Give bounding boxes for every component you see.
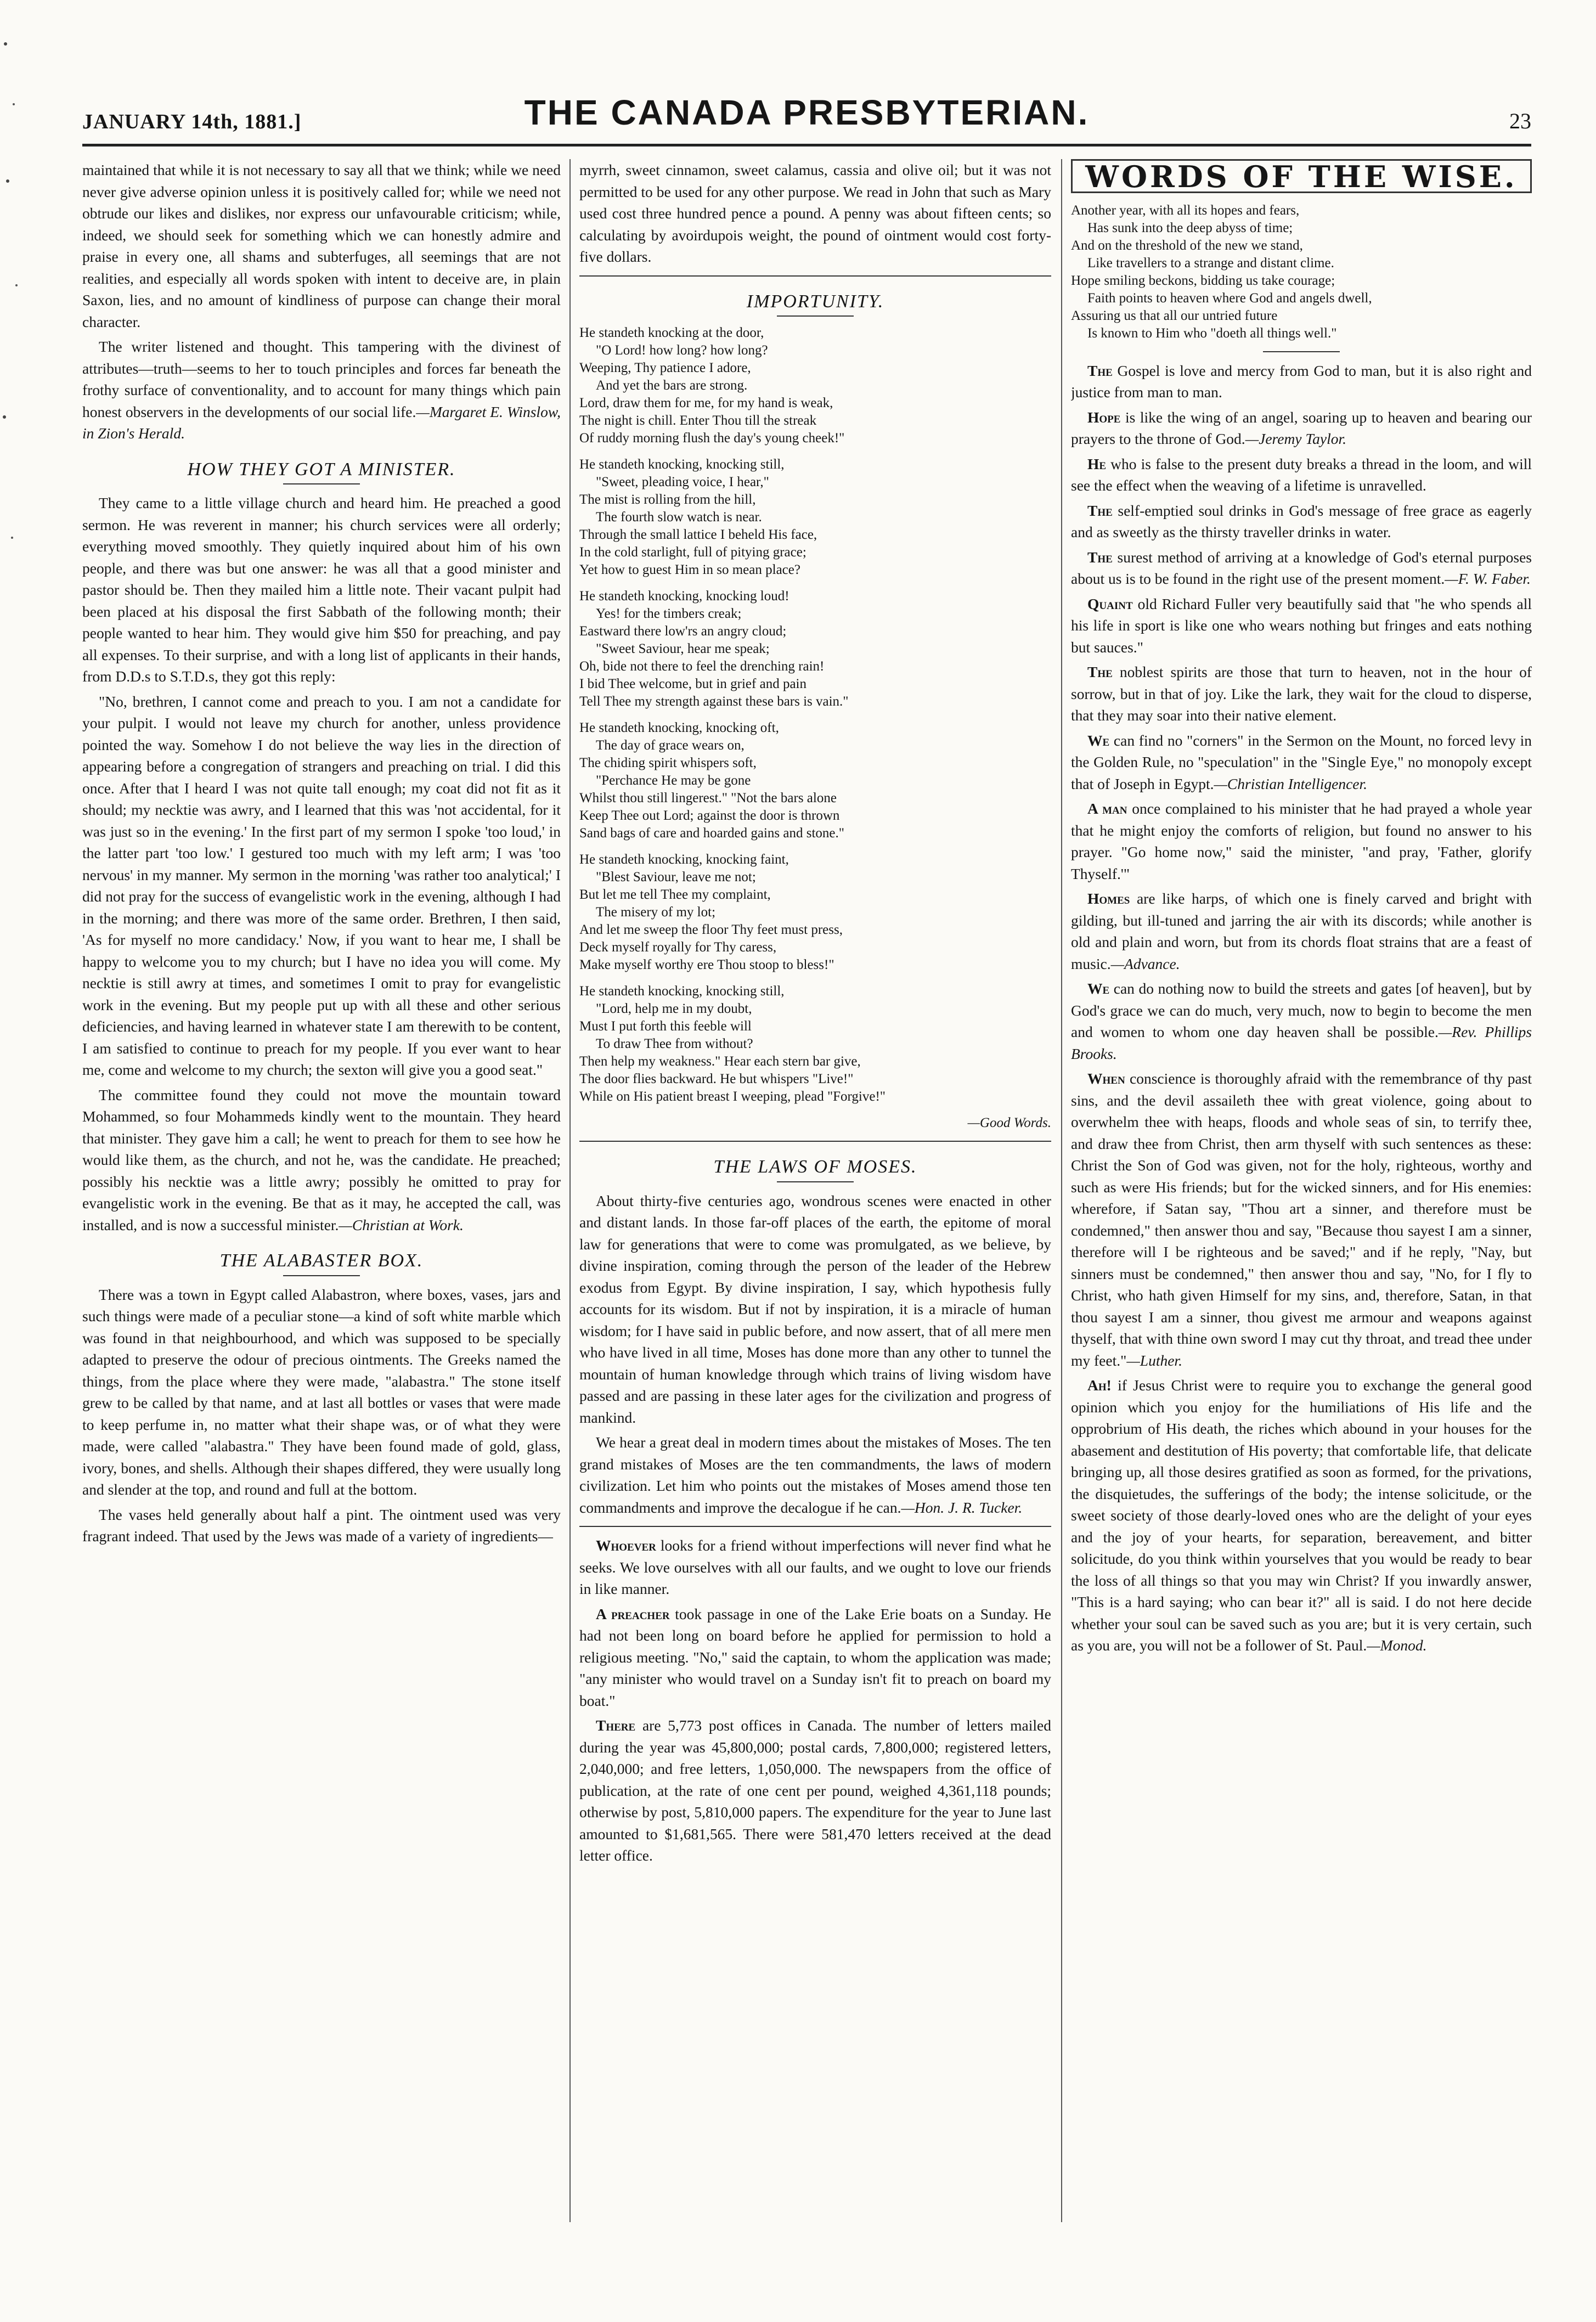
article-paragraph: There was a town in Egypt called Alabastron, where boxes, vases, jars and such things were made of a peculiar stone—a kind of soft white marble which was found in that neighbourhood, and which was supposed to be specially adapted to preserve the odour of precious ointments. The Greeks named the things, from the place where they were made, "alabastra." The stone itself grew to be called by that name, and at last all bottles or vases that were made to keep perfume in, no matter what their shape was, or of what they were made, were called "alabastra." They have been found made of gold, glass, ivory, bones, and shells. Although their shapes differed, they were usually long and slender at the top, and round and full at the bottom.: [82, 1286, 561, 1498]
poem-heading: IMPORTUNITY.: [746, 291, 884, 312]
item-text: once complained to his minister that he had prayed a whole year that he might enjoy the comforts of religion, but found no answer to his prayer. "Go home now," said the minister, "and pray, 'Father, glorify Thyself.'": [1071, 800, 1532, 882]
item-text: conscience is thoroughly afraid with the remembrance of thy past sins, and the devil assaileth thee with great violence, going about to overwhelm thee with heaps, floods and whole seas of sin, to terrify thee, and draw thee from Christ, then arm thyself with such sentences as these: Christ the Son of God was given, not for the holy, righteous, worthy and such as were His friends; but for the wicked sinners, and for His enemies: wherefore, if Satan say, "Thou art a sinner, and therefore must be condemned," then answer thou and say, "Because thou sayest I am a sinner, therefore will I be righteous and be saved;" and if he reply, "Nay, but sinners must be condemned," then answer thou and say, "No, for I fly to Christ, who hath given Himself for my sins, and, therefore, Satan, in that thou sayest I am a sinner, thou givest me armour and weapons against thyself, that with thine own sword I may cut thy throat, and tread thee under my feet.": [1071, 1070, 1532, 1369]
poem-line: Has sunk into the deep abyss of time;: [1087, 220, 1293, 235]
poem-line: Eastward there low'rs an angry cloud;: [579, 624, 787, 639]
lead-word: The: [1087, 501, 1113, 519]
column-divider: [1061, 159, 1062, 2222]
page-number: 23: [1509, 109, 1531, 133]
poem-line: To draw Thee from without?: [596, 1036, 753, 1051]
article-heading-alabaster: THE ALABASTER BOX.: [219, 1250, 424, 1271]
poem-stanza: [579, 588, 1051, 711]
poem-stanza: [579, 719, 1051, 842]
section-rule: [1263, 351, 1340, 352]
binding-edge-marks: [0, 0, 33, 604]
news-item: [1071, 360, 1532, 403]
item-text: self-emptied soul drinks in God's message of free grace as eagerly and as sweetly as the thirsty traveller drinks in water.: [1071, 501, 1532, 540]
saying-source: —F. W. Faber.: [1445, 570, 1531, 587]
news-item: [1071, 730, 1532, 795]
section-title-words-of-the-wise: WORDS OF THE WISE.: [1085, 159, 1518, 194]
poem-line: The door flies backward. He but whispers "Live!": [579, 1072, 854, 1086]
lead-word: A preacher: [596, 1605, 670, 1622]
item-text: can do nothing now to build the streets and gates [of heaven], but by God's grace we can do much, very much, now to begin to become the men and women to whom one day heaven shall be possible.: [1071, 980, 1532, 1040]
poem-line: He standeth knocking, knocking loud!: [579, 589, 789, 604]
poem-line: He standeth knocking, knocking still,: [579, 457, 785, 472]
news-item: [1071, 407, 1532, 450]
lead-word: We: [1087, 980, 1110, 997]
saying-source: —Monod.: [1367, 1637, 1427, 1654]
lead-word: The: [1087, 663, 1113, 680]
news-item: [1071, 546, 1532, 590]
poem-line: Hope smiling beckons, bidding us take courage;: [1071, 273, 1335, 288]
article-source: —Margaret E. Winslow, in Zion's Herald.: [82, 403, 561, 442]
poem-line: He standeth knocking, knocking oft,: [579, 720, 779, 735]
news-item: [1071, 978, 1532, 1064]
heading-rule: [283, 483, 360, 484]
poem-line: And on the threshold of the new we stand,: [1071, 238, 1303, 253]
poem-line: Is known to Him who "doeth all things well.": [1087, 325, 1337, 341]
poem-line: "Lord, help me in my doubt,: [596, 1001, 752, 1016]
article-paragraph: maintained that while it is not necessary to say all that we think; while we need never give adverse opinion unless it is positively called for; while we need not obtrude our likes and dislikes, nor express our unfavourable criticism; while, indeed, we should seek for something which we can honestly admire and praise in every one, all shams and subterfuges, all seemings that are not realities, and especially all words spoken with intent to deceive are, in plain Saxon, lies, and no amount of kindliness of purpose can change their moral character.: [82, 161, 561, 330]
poem-line: Another year, with all its hopes and fears,: [1071, 202, 1300, 218]
item-text: is like the wing of an angel, soaring up to heaven and bearing our prayers to the throne of God.: [1071, 408, 1532, 447]
saying-source: —Advance.: [1110, 955, 1180, 972]
new-year-poem: [1071, 202, 1532, 342]
poem-line: The fourth slow watch is near.: [596, 510, 762, 525]
lead-word: Ah!: [1087, 1377, 1112, 1394]
poem-line: Keep Thee out Lord; against the door is thrown: [579, 808, 840, 823]
column-1: [82, 159, 561, 2233]
news-item: [1071, 453, 1532, 497]
article-heading-moses: THE LAWS OF MOSES.: [713, 1157, 917, 1177]
poem-line: The night is chill. Enter Thou till the streak: [579, 413, 817, 428]
item-text: if Jesus Christ were to require you to exchange the general good opinion which you enjoy for the humiliations of His life and the opprobrium of His death, the riches which abound in your houses for the abasement and destitution of His poverty; that comfortable life, that delicate bringing up, all those desires gratified as soon as formed, for the privations, the disquietudes, the sufferings of the body; the intense solicitude, or the sweet society of those dearly-loved ones who are the delight of your eyes and the joy of your hearts, for separation, bereavement, and bitter solicitude, do you think within yourselves that you would be ready to bear the loss of all things so that you may win Christ? If you inwardly answer, "This is a hard saying; who can bear it?" all is said. I do not here decide whether your soul can be saved such as you are; but it is very certain, such as you are, you will not be a follower of St. Paul.: [1071, 1377, 1532, 1654]
poem-line: He standeth knocking, knocking faint,: [579, 852, 789, 867]
item-text: looks for a friend without imperfections will never find what he seeks. We love ourselves with all our faults, and we ought to love our friends in like manner.: [579, 1537, 1051, 1597]
heading-rule: [777, 1181, 854, 1182]
lead-word: He: [1087, 455, 1107, 472]
poem-line: Sand bags of care and hoarded gains and stone.": [579, 826, 844, 841]
poem-line: Then help my weakness." Hear each stern bar give,: [579, 1054, 861, 1069]
lead-word: There: [596, 1717, 636, 1734]
poem-line: I bid Thee welcome, but in grief and pain: [579, 677, 807, 691]
lead-word: Homes: [1087, 890, 1130, 907]
poem-line: "O Lord! how long? how long?: [596, 343, 768, 358]
item-text: noblest spirits are those that turn to heaven, not in the hour of sorrow, but in that of joy. Like the lark, they wait for the cloud to disperse, that they may soar into their native element.: [1071, 663, 1532, 724]
poem-line: The misery of my lot;: [596, 905, 716, 920]
poem-stanza: [579, 851, 1051, 974]
news-item: [579, 1715, 1051, 1867]
poem-line: And yet the bars are strong.: [596, 378, 748, 393]
item-text: old Richard Fuller very beautifully said that "he who spends all his life in sport is like one who wears nothing but fringes and eats nothing but sauces.": [1071, 595, 1532, 656]
poem-line: Like travellers to a strange and distant clime.: [1087, 255, 1334, 270]
news-item: [579, 1603, 1051, 1712]
poem-line: The day of grace wears on,: [596, 738, 745, 753]
item-text: are like harps, of which one is finely carved and bright with gilding, but ill-tuned and jarring the air with its discords; while another is old and plain and worn, but from its chords float strains that are a feast of music.: [1071, 890, 1532, 972]
news-item: [1071, 500, 1532, 543]
section-rule: [579, 275, 1051, 277]
article-heading-minister: HOW THEY GOT A MINISTER.: [187, 459, 456, 480]
poem-stanza: [579, 324, 1051, 447]
column-divider: [569, 159, 571, 2222]
poem-line: He standeth knocking at the door,: [579, 325, 764, 340]
poem-line: The chiding spirit whispers soft,: [579, 756, 757, 770]
poem-stanza: [579, 983, 1051, 1106]
poem-line: "Blest Saviour, leave me not;: [596, 870, 756, 884]
saying-source: —Rev. Phillips Brooks.: [1071, 1023, 1532, 1062]
item-text: can find no "corners" in the Sermon on the Mount, no forced levy in the Golden Rule, no "speculation" in the "Single Eye," no monopoly except that of Joseph in Egypt.: [1071, 731, 1532, 792]
article-source: —Christian at Work.: [339, 1216, 464, 1233]
article-paragraph: The committee found they could not move the mountain toward Mohammed, so four Mohammeds kindly went to the mountain. They heard that minister. They gave him a call; he went to preach for them to see how he would like them, as the church, and not he, was the candidate. He preached; possibly his necktie was a little awry; possibly he omitted to pray for evangelistic work in the evening. Be that as it may, he accepted the call, was installed, and is now a successful minister.—Christian at Work.: [82, 1086, 561, 1233]
lead-word: The: [1087, 548, 1113, 566]
poem-credit: —Good Words.: [967, 1115, 1051, 1130]
issue-date: JANUARY 14th, 1881.]: [82, 110, 302, 133]
heading-rule: [777, 315, 854, 317]
article-paragraph: The vases held generally about half a pint. The ointment used was very fragrant indeed. That used by the Jews was made of a variety of ingredients—: [82, 1506, 561, 1545]
column-2: [579, 159, 1051, 2233]
poem-line: "Perchance He may be gone: [596, 773, 751, 788]
poem-line: Yes! for the timbers creak;: [596, 606, 742, 621]
news-item: [1071, 1374, 1532, 1656]
poem-line: Of ruddy morning flush the day's young cheek!": [579, 431, 845, 446]
lead-word: Whoever: [596, 1537, 656, 1554]
saying-source: —Christian Intelligencer.: [1214, 775, 1368, 792]
poem-line: Assuring us that all our untried future: [1071, 308, 1278, 323]
lead-word: Hope: [1087, 408, 1121, 426]
saying-source: —Jeremy Taylor.: [1245, 430, 1347, 447]
news-item: [1071, 798, 1532, 884]
lead-word: Quaint: [1087, 595, 1133, 612]
poem-line: He standeth knocking, knocking still,: [579, 984, 785, 999]
poem-line: "Sweet, pleading voice, I hear,": [596, 475, 769, 489]
section-rule: [579, 1141, 1051, 1142]
poem-line: But let me tell Thee my complaint,: [579, 887, 771, 902]
poem-line: Whilst thou still lingerest." "Not the bars alone: [579, 791, 837, 805]
saying-source: —Luther.: [1126, 1351, 1182, 1369]
poem-line: And let me sweep the floor Thy feet must press,: [579, 922, 843, 937]
item-text: Gospel is love and mercy from God to man, but it is also right and justice from man to man.: [1071, 362, 1532, 401]
masthead-rule: [82, 144, 1531, 146]
lead-word: When: [1087, 1070, 1125, 1087]
article-paragraph: "No, brethren, I cannot come and preach to you. I am not a candidate for your pulpit. I would not leave my church for another, unless providence pointed the way. Somehow I do not believe the way lies in the direction of appearing before a congregation of strangers and preaching on trial. I did this once. After that I heard I was not quite tall enough; my coat did not fit as it should; my necktie was awry, and I learned that this was 'not accidental, for it was just so in the evening.' In the first part of my sermon I spoke 'too loud,' in the latter part 'too low.' I gestured too much with my left arm; I was 'too nervous' in my manner. My sermon in the morning 'was rather too analytical;' I did not pray for the success of evangelistic work in the evening, although I had in the morning; and there was more of the same order. Brethren, I then said, 'As for myself no more candidacy.' Now, if you want to hear me, I shall be happy to welcome you to my church; but I have no idea you will come. My necktie is still awry at times, and sometimes I omit to pray for evangelistic work in the evening. But my people put up with all these and other serious deficiencies, and having learned in whatever state I am therewith to be content, I am satisfied to continue to preach for my people. If you ever want to hear me, come and welcome to my church; the sexton will give you a good seat.": [82, 692, 561, 1078]
poem-line: Make myself worthy ere Thou stoop to bless!": [579, 957, 834, 972]
poem-line: In the cold starlight, full of pitying grace;: [579, 545, 807, 560]
masthead: [82, 92, 1531, 138]
news-item: [1071, 888, 1532, 974]
item-text: are 5,773 post offices in Canada. The number of letters mailed during the year was 45,800,000; postal cards, 7,800,000; registered letters, 2,040,000; and free letters, 1,050,000. The newspapers from the office of publication, at the rate of one cent per pound, weighed 4,361,118 pounds; otherwise by post, 5,810,000 papers. The expenditure for the year to June last amounted to $1,681,565. There were 581,470 letters received at the dead letter office.: [579, 1717, 1051, 1864]
news-item: [579, 1535, 1051, 1600]
column-3: [1071, 159, 1532, 2233]
poem-stanza: [579, 456, 1051, 579]
poem-line: Lord, draw them for me, for my hand is weak,: [579, 396, 833, 410]
lead-word: A man: [1087, 800, 1127, 817]
poem-line: Yet how to guest Him in so mean place?: [579, 562, 800, 577]
item-text: surest method of arriving at a knowledge of God's eternal purposes about us is to be found in the right use of the present moment.: [1071, 548, 1532, 587]
article-source: —Hon. J. R. Tucker.: [901, 1498, 1023, 1516]
poem-line: Oh, bide not there to feel the drenching rain!: [579, 659, 825, 674]
article-paragraph: They came to a little village church and heard him. He preached a good sermon. He was reverent in manner; his church services were all orderly; everything moved smoothly. They quietly inquired about him of his own people, and there was but one answer: he was all that a good minister and pastor should be. Then they mailed him a little note. Their vacant pulpit had been placed at his disposal the first Sabbath of the following month; their people wanted to hear him. They would give him $50 for preaching, and pay all expenses. To their surprise, and with a long list of applicants in their hands, from D.D.s to S.T.D.s, they got this reply:: [82, 494, 561, 685]
poem-line: Tell Thee my strength against these bars is vain.": [579, 694, 849, 709]
poem-line: "Sweet Saviour, hear me speak;: [596, 641, 770, 656]
news-item: [1071, 661, 1532, 726]
lead-word: We: [1087, 731, 1110, 749]
section-rule: [579, 1526, 1051, 1527]
short-notes: [579, 1535, 1051, 1867]
section-banner: [1071, 159, 1532, 193]
heading-rule: [283, 1275, 360, 1276]
poem-line: Deck myself royally for Thy caress,: [579, 940, 777, 955]
article-paragraph: About thirty-five centuries ago, wondrous scenes were enacted in other and distant lands. In those far-off places of the earth, the epitome of moral law for generations that were to come was promulgated, as we believe, by divine inspiration, coming through the person of the leader of the Hebrew exodus from Egypt. By divine inspiration, I say, which hypothesis fully accounts for its wisdom. But if not by inspiration, it is a miracle of human wisdom; for I have said in public before, and now assert, that of all mere men who have lived in all time, Moses has done more than any other to tunnel the mountain of human knowledge through which trains of living wisdom have passed and are passing in these later ages for the civilization and progress of mankind.: [579, 1192, 1051, 1426]
article-paragraph: We hear a great deal in modern times about the mistakes of Moses. The ten grand mistakes of Moses are the ten commandments, the laws of modern civilization. Let him who points out the mistakes of Moses amend those ten commandments and improve the decalogue if he can.—Hon. J. R. Tucker.: [579, 1434, 1051, 1516]
poem-importunity: [579, 324, 1051, 1106]
sayings-list: [1071, 360, 1532, 1656]
newspaper-title: THE CANADA PRESBYTERIAN.: [524, 93, 1090, 132]
item-text: who is false to the present duty breaks a thread in the loom, and will see the effect when the weaving of a lifetime is unravelled.: [1071, 455, 1532, 494]
item-text: took passage in one of the Lake Erie boats on a Sunday. He had not been long on board before he applied for permission to hold a religious meeting. "No," said the captain, to whom the application was made; "any minister who would travel on a Sunday isn't fit to preach on board my boat.": [579, 1605, 1051, 1709]
news-item: [1071, 593, 1532, 658]
poem-line: While on His patient breast I weeping, plead "Forgive!": [579, 1089, 886, 1104]
poem-line: Through the small lattice I beheld His face,: [579, 527, 817, 542]
poem-line: Must I put forth this feeble will: [579, 1019, 752, 1034]
poem-line: Weeping, Thy patience I adore,: [579, 360, 751, 375]
news-item: [1071, 1068, 1532, 1371]
article-paragraph: The writer listened and thought. This tampering with the divinest of attributes—truth—seems to her to touch principles and forces far beneath the frothy surface of conventionality, and to account for many things which pain honest observers in the developments of our social life.—Margaret E. Winslow, in Zion's Herald.: [82, 338, 561, 442]
poem-line: The mist is rolling from the hill,: [579, 492, 756, 507]
article-paragraph: myrrh, sweet cinnamon, sweet calamus, cassia and olive oil; but it was not permitted to be used for any other purpose. We read in John that such as Mary used cost three hundred pence a pound. A penny was about fifteen cents; so calculating by avoirdupois weight, the pound of ointment would cost forty-five dollars.: [579, 161, 1051, 265]
lead-word: The: [1087, 362, 1113, 379]
poem-line: Faith points to heaven where God and angels dwell,: [1087, 290, 1372, 306]
